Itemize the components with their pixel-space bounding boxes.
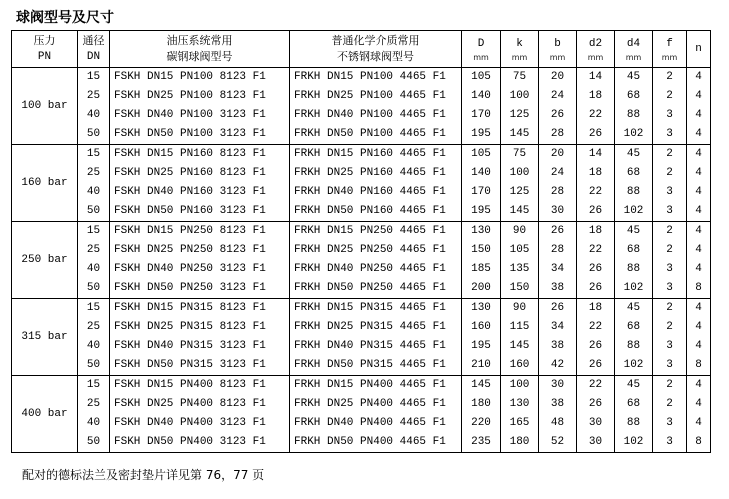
- dim-b-cell: 20: [539, 145, 577, 165]
- dim-k-cell: 105: [501, 241, 539, 260]
- header-d4: d4 mm: [615, 31, 653, 68]
- dim-d4-cell: 45: [615, 145, 653, 165]
- dim-d4-cell: 102: [615, 125, 653, 145]
- dim-n-cell: 4: [687, 395, 711, 414]
- dim-n-cell: 4: [687, 106, 711, 125]
- dn-cell: 25: [78, 164, 110, 183]
- dim-d2-cell: 14: [577, 68, 615, 88]
- dim-b-cell: 42: [539, 356, 577, 376]
- dim-k-cell: 165: [501, 414, 539, 433]
- dim-d2-cell: 22: [577, 318, 615, 337]
- table-row: [12, 414, 711, 433]
- dim-n-cell: 4: [687, 376, 711, 396]
- table-row: [12, 376, 711, 396]
- dim-d4-cell: 88: [615, 337, 653, 356]
- dim-D-cell: 160: [462, 318, 501, 337]
- header-d2: d2 mm: [577, 31, 615, 68]
- footer-note: 配对的德标法兰及密封垫片详见第 76，77 页: [22, 468, 265, 482]
- fskh-model-cell: FSKH DN40 PN100 3123 F1: [110, 106, 290, 125]
- dim-d4-cell: 88: [615, 260, 653, 279]
- header-hydraulic-model: 油压系统常用 碳钢球阀型号: [110, 31, 290, 68]
- dim-d4-cell: 45: [615, 376, 653, 396]
- dim-b-cell: 48: [539, 414, 577, 433]
- dn-cell: 15: [78, 376, 110, 396]
- frkh-model-cell: FRKH DN25 PN160 4465 F1: [290, 164, 462, 183]
- dim-n-cell: 4: [687, 241, 711, 260]
- dim-d4-cell: 102: [615, 279, 653, 299]
- frkh-model-cell: FRKH DN50 PN250 4465 F1: [290, 279, 462, 299]
- table-row: [12, 241, 711, 260]
- dim-d2-cell: 18: [577, 87, 615, 106]
- dim-D-cell: 235: [462, 433, 501, 453]
- dim-f-cell: 3: [653, 260, 687, 279]
- dim-n-cell: 4: [687, 414, 711, 433]
- dn-cell: 40: [78, 183, 110, 202]
- dim-d4-cell: 68: [615, 395, 653, 414]
- dim-D-cell: 170: [462, 106, 501, 125]
- dim-d4-cell: 68: [615, 241, 653, 260]
- dim-d4-cell: 102: [615, 202, 653, 222]
- dim-f-cell: 2: [653, 299, 687, 319]
- dim-d4-cell: 45: [615, 299, 653, 319]
- frkh-model-cell: FRKH DN40 PN100 4465 F1: [290, 106, 462, 125]
- frkh-model-cell: FRKH DN40 PN250 4465 F1: [290, 260, 462, 279]
- dim-D-cell: 195: [462, 337, 501, 356]
- dim-n-cell: 4: [687, 87, 711, 106]
- fskh-model-cell: FSKH DN40 PN160 3123 F1: [110, 183, 290, 202]
- dim-d2-cell: 26: [577, 260, 615, 279]
- dim-f-cell: 2: [653, 241, 687, 260]
- fskh-model-cell: FSKH DN50 PN100 3123 F1: [110, 125, 290, 145]
- dim-n-cell: 4: [687, 145, 711, 165]
- dim-b-cell: 34: [539, 318, 577, 337]
- dim-b-cell: 30: [539, 202, 577, 222]
- frkh-model-cell: FRKH DN15 PN315 4465 F1: [290, 299, 462, 319]
- dim-k-cell: 125: [501, 106, 539, 125]
- dim-b-cell: 38: [539, 395, 577, 414]
- table-row: [12, 433, 711, 453]
- header-D: D mm: [462, 31, 501, 68]
- dim-D-cell: 195: [462, 125, 501, 145]
- dim-n-cell: 4: [687, 202, 711, 222]
- pressure-cell: 100 bar: [12, 68, 78, 145]
- dim-D-cell: 185: [462, 260, 501, 279]
- dim-k-cell: 145: [501, 125, 539, 145]
- dim-d2-cell: 22: [577, 241, 615, 260]
- dim-k-cell: 90: [501, 222, 539, 242]
- frkh-model-cell: FRKH DN25 PN315 4465 F1: [290, 318, 462, 337]
- dim-b-cell: 28: [539, 183, 577, 202]
- dim-d4-cell: 102: [615, 433, 653, 453]
- dim-b-cell: 26: [539, 106, 577, 125]
- dim-d4-cell: 88: [615, 106, 653, 125]
- frkh-model-cell: FRKH DN40 PN160 4465 F1: [290, 183, 462, 202]
- header-row: [12, 31, 711, 68]
- dim-D-cell: 170: [462, 183, 501, 202]
- dim-b-cell: 28: [539, 241, 577, 260]
- dim-f-cell: 2: [653, 222, 687, 242]
- dim-f-cell: 3: [653, 125, 687, 145]
- dim-k-cell: 145: [501, 202, 539, 222]
- dim-d2-cell: 30: [577, 433, 615, 453]
- page-title: 球阀型号及尺寸: [16, 10, 114, 26]
- dim-n-cell: 8: [687, 356, 711, 376]
- fskh-model-cell: FSKH DN50 PN315 3123 F1: [110, 356, 290, 376]
- fskh-model-cell: FSKH DN25 PN160 8123 F1: [110, 164, 290, 183]
- dn-cell: 25: [78, 87, 110, 106]
- dim-f-cell: 2: [653, 395, 687, 414]
- table-row: [12, 279, 711, 299]
- dim-D-cell: 140: [462, 87, 501, 106]
- header-f: f mm: [653, 31, 687, 68]
- dim-d2-cell: 22: [577, 106, 615, 125]
- dn-cell: 25: [78, 318, 110, 337]
- dim-n-cell: 4: [687, 68, 711, 88]
- dim-b-cell: 38: [539, 279, 577, 299]
- dim-D-cell: 130: [462, 222, 501, 242]
- dim-f-cell: 2: [653, 145, 687, 165]
- pressure-cell: 315 bar: [12, 299, 78, 376]
- frkh-model-cell: FRKH DN25 PN400 4465 F1: [290, 395, 462, 414]
- dim-n-cell: 4: [687, 183, 711, 202]
- table-row: [12, 68, 711, 88]
- dim-b-cell: 34: [539, 260, 577, 279]
- dim-f-cell: 2: [653, 318, 687, 337]
- frkh-model-cell: FRKH DN50 PN100 4465 F1: [290, 125, 462, 145]
- table-row: [12, 395, 711, 414]
- dn-cell: 40: [78, 260, 110, 279]
- frkh-model-cell: FRKH DN15 PN250 4465 F1: [290, 222, 462, 242]
- dim-n-cell: 8: [687, 433, 711, 453]
- dim-d2-cell: 26: [577, 279, 615, 299]
- dim-D-cell: 220: [462, 414, 501, 433]
- frkh-model-cell: FRKH DN50 PN315 4465 F1: [290, 356, 462, 376]
- dim-k-cell: 90: [501, 299, 539, 319]
- fskh-model-cell: FSKH DN25 PN100 8123 F1: [110, 87, 290, 106]
- dim-d2-cell: 22: [577, 376, 615, 396]
- dim-k-cell: 115: [501, 318, 539, 337]
- dim-b-cell: 24: [539, 164, 577, 183]
- dim-b-cell: 26: [539, 222, 577, 242]
- table-row: [12, 318, 711, 337]
- dim-n-cell: 4: [687, 260, 711, 279]
- frkh-model-cell: FRKH DN25 PN100 4465 F1: [290, 87, 462, 106]
- fskh-model-cell: FSKH DN50 PN160 3123 F1: [110, 202, 290, 222]
- dim-b-cell: 20: [539, 68, 577, 88]
- fskh-model-cell: FSKH DN15 PN315 8123 F1: [110, 299, 290, 319]
- dim-f-cell: 2: [653, 376, 687, 396]
- header-dn: 通径 DN: [78, 31, 110, 68]
- header-chemical-model: 普通化学介质常用 不锈钢球阀型号: [290, 31, 462, 68]
- dim-D-cell: 150: [462, 241, 501, 260]
- dim-d2-cell: 18: [577, 299, 615, 319]
- fskh-model-cell: FSKH DN40 PN315 3123 F1: [110, 337, 290, 356]
- dim-b-cell: 38: [539, 337, 577, 356]
- dim-D-cell: 105: [462, 68, 501, 88]
- dim-D-cell: 195: [462, 202, 501, 222]
- dn-cell: 50: [78, 356, 110, 376]
- dn-cell: 50: [78, 433, 110, 453]
- dim-f-cell: 2: [653, 87, 687, 106]
- fskh-model-cell: FSKH DN25 PN400 8123 F1: [110, 395, 290, 414]
- dim-d4-cell: 45: [615, 222, 653, 242]
- dn-cell: 15: [78, 299, 110, 319]
- dim-f-cell: 2: [653, 68, 687, 88]
- dim-b-cell: 28: [539, 125, 577, 145]
- dim-d2-cell: 18: [577, 222, 615, 242]
- frkh-model-cell: FRKH DN50 PN400 4465 F1: [290, 433, 462, 453]
- dim-b-cell: 52: [539, 433, 577, 453]
- frkh-model-cell: FRKH DN50 PN160 4465 F1: [290, 202, 462, 222]
- header-pn: 压力 PN: [12, 31, 78, 68]
- table-row: [12, 202, 711, 222]
- dim-f-cell: 3: [653, 433, 687, 453]
- header-n: n: [687, 31, 711, 68]
- dim-n-cell: 4: [687, 318, 711, 337]
- header-k: k mm: [501, 31, 539, 68]
- dim-n-cell: 4: [687, 164, 711, 183]
- dim-d2-cell: 26: [577, 202, 615, 222]
- dim-d4-cell: 68: [615, 164, 653, 183]
- frkh-model-cell: FRKH DN15 PN400 4465 F1: [290, 376, 462, 396]
- dim-d2-cell: 18: [577, 164, 615, 183]
- dim-d2-cell: 26: [577, 337, 615, 356]
- dim-D-cell: 180: [462, 395, 501, 414]
- dim-D-cell: 200: [462, 279, 501, 299]
- pressure-cell: 400 bar: [12, 376, 78, 453]
- dn-cell: 50: [78, 202, 110, 222]
- dim-k-cell: 125: [501, 183, 539, 202]
- dim-D-cell: 210: [462, 356, 501, 376]
- dim-n-cell: 4: [687, 337, 711, 356]
- dim-d2-cell: 14: [577, 145, 615, 165]
- dn-cell: 40: [78, 106, 110, 125]
- header-b: b mm: [539, 31, 577, 68]
- dim-d2-cell: 22: [577, 183, 615, 202]
- dim-k-cell: 100: [501, 376, 539, 396]
- dim-d4-cell: 68: [615, 87, 653, 106]
- table-row: [12, 87, 711, 106]
- dim-k-cell: 150: [501, 279, 539, 299]
- table-row: [12, 337, 711, 356]
- dim-k-cell: 135: [501, 260, 539, 279]
- dim-n-cell: 8: [687, 279, 711, 299]
- dim-f-cell: 3: [653, 356, 687, 376]
- dim-n-cell: 4: [687, 222, 711, 242]
- table-row: [12, 164, 711, 183]
- fskh-model-cell: FSKH DN15 PN250 8123 F1: [110, 222, 290, 242]
- table-row: [12, 222, 711, 242]
- fskh-model-cell: FSKH DN50 PN400 3123 F1: [110, 433, 290, 453]
- dim-D-cell: 130: [462, 299, 501, 319]
- frkh-model-cell: FRKH DN15 PN100 4465 F1: [290, 68, 462, 88]
- dim-k-cell: 100: [501, 164, 539, 183]
- dim-d4-cell: 88: [615, 183, 653, 202]
- dim-b-cell: 26: [539, 299, 577, 319]
- valve-spec-table: [11, 30, 711, 453]
- dim-n-cell: 4: [687, 125, 711, 145]
- frkh-model-cell: FRKH DN25 PN250 4465 F1: [290, 241, 462, 260]
- fskh-model-cell: FSKH DN25 PN315 8123 F1: [110, 318, 290, 337]
- pressure-cell: 160 bar: [12, 145, 78, 222]
- dn-cell: 40: [78, 337, 110, 356]
- dim-f-cell: 2: [653, 164, 687, 183]
- dim-d2-cell: 26: [577, 356, 615, 376]
- dim-k-cell: 130: [501, 395, 539, 414]
- table-row: [12, 260, 711, 279]
- dim-d2-cell: 30: [577, 414, 615, 433]
- fskh-model-cell: FSKH DN15 PN100 8123 F1: [110, 68, 290, 88]
- dn-cell: 25: [78, 395, 110, 414]
- dn-cell: 50: [78, 125, 110, 145]
- table-row: [12, 356, 711, 376]
- dim-f-cell: 3: [653, 279, 687, 299]
- dn-cell: 15: [78, 68, 110, 88]
- dim-k-cell: 180: [501, 433, 539, 453]
- dn-cell: 15: [78, 222, 110, 242]
- table-row: [12, 299, 711, 319]
- dim-b-cell: 24: [539, 87, 577, 106]
- dn-cell: 15: [78, 145, 110, 165]
- table-row: [12, 125, 711, 145]
- dn-cell: 40: [78, 414, 110, 433]
- dim-f-cell: 3: [653, 202, 687, 222]
- dim-d4-cell: 68: [615, 318, 653, 337]
- dim-d4-cell: 88: [615, 414, 653, 433]
- frkh-model-cell: FRKH DN40 PN400 4465 F1: [290, 414, 462, 433]
- dim-k-cell: 75: [501, 145, 539, 165]
- fskh-model-cell: FSKH DN40 PN400 3123 F1: [110, 414, 290, 433]
- dim-d4-cell: 102: [615, 356, 653, 376]
- dim-d4-cell: 45: [615, 68, 653, 88]
- frkh-model-cell: FRKH DN40 PN315 4465 F1: [290, 337, 462, 356]
- dim-D-cell: 145: [462, 376, 501, 396]
- dim-D-cell: 140: [462, 164, 501, 183]
- dim-d2-cell: 26: [577, 395, 615, 414]
- dim-d2-cell: 26: [577, 125, 615, 145]
- fskh-model-cell: FSKH DN15 PN160 8123 F1: [110, 145, 290, 165]
- dim-k-cell: 100: [501, 87, 539, 106]
- dn-cell: 25: [78, 241, 110, 260]
- dim-n-cell: 4: [687, 299, 711, 319]
- table-row: [12, 145, 711, 165]
- fskh-model-cell: FSKH DN40 PN250 3123 F1: [110, 260, 290, 279]
- table-row: [12, 183, 711, 202]
- dim-k-cell: 145: [501, 337, 539, 356]
- dim-b-cell: 30: [539, 376, 577, 396]
- fskh-model-cell: FSKH DN25 PN250 8123 F1: [110, 241, 290, 260]
- dim-k-cell: 160: [501, 356, 539, 376]
- dim-f-cell: 3: [653, 183, 687, 202]
- dn-cell: 50: [78, 279, 110, 299]
- fskh-model-cell: FSKH DN15 PN400 8123 F1: [110, 376, 290, 396]
- dim-f-cell: 3: [653, 106, 687, 125]
- fskh-model-cell: FSKH DN50 PN250 3123 F1: [110, 279, 290, 299]
- pressure-cell: 250 bar: [12, 222, 78, 299]
- table-row: [12, 106, 711, 125]
- dim-f-cell: 3: [653, 414, 687, 433]
- dim-f-cell: 3: [653, 337, 687, 356]
- dim-k-cell: 75: [501, 68, 539, 88]
- dim-D-cell: 105: [462, 145, 501, 165]
- frkh-model-cell: FRKH DN15 PN160 4465 F1: [290, 145, 462, 165]
